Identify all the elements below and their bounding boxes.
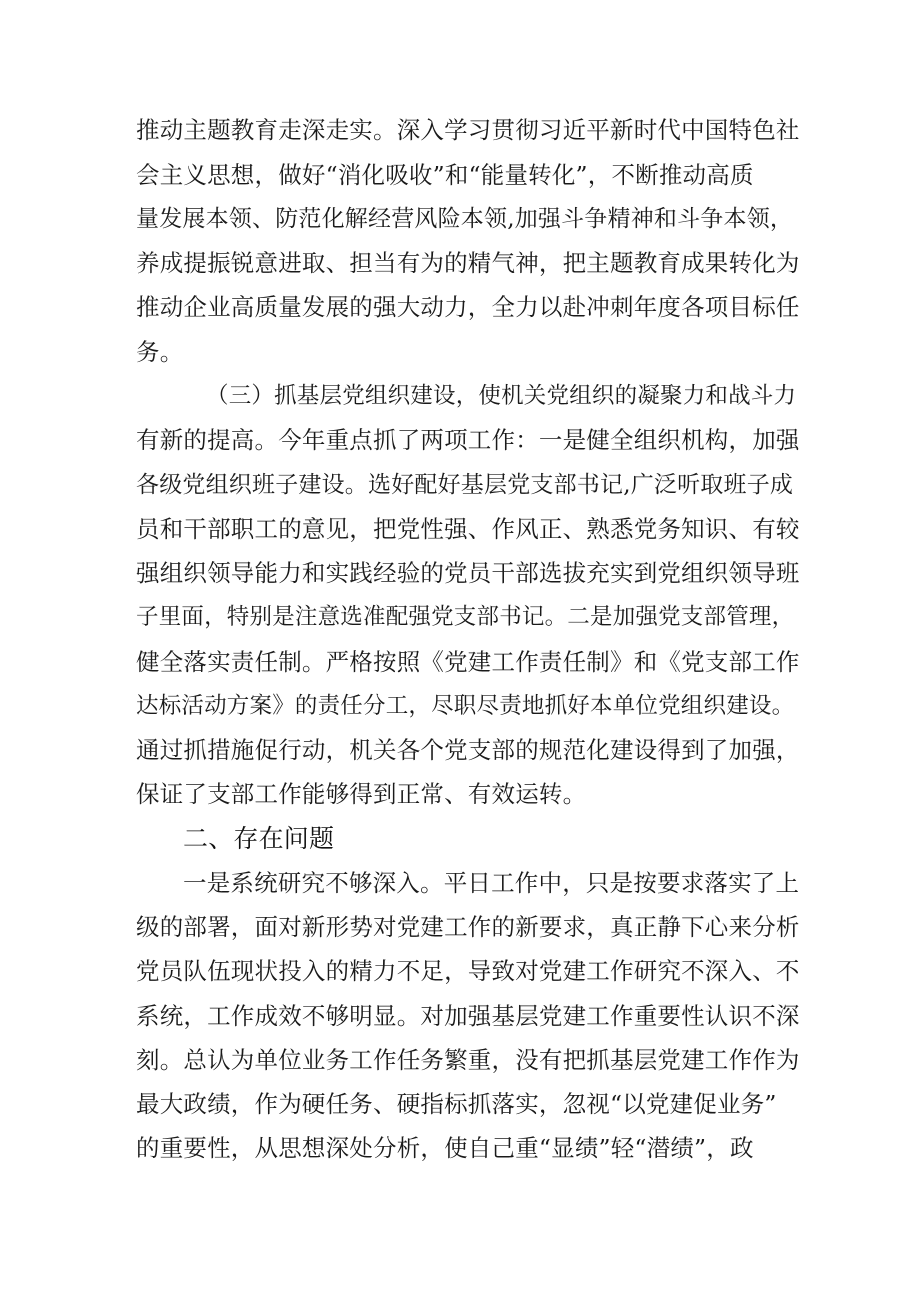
section-heading: 二、存在问题 [183,824,335,853]
paragraph-line: 有新的提高。今年重点抓了两项工作：一是健全组织机构，加强 [136,426,800,454]
paragraph-line: 员和干部职工的意见，把党性强、作风正、熟悉党务知识、有较 [136,515,800,543]
paragraph-line: 达标活动方案》的责任分工，尽职尽责地抓好本单位党组织建设。 [136,693,795,719]
paragraph-line: 推动主题教育走深走实。深入学习贯彻习近平新时代中国特色社 [136,116,800,144]
paragraph-line: 会主义思想，做好“消化吸收”和“能量转化”，不断推动高质 [136,161,754,189]
paragraph-line: 级的部署，面对新形势对党建工作的新要求，真正静下心来分析 [136,913,800,941]
paragraph-line: 保证了支部工作能够得到正常、有效运转。 [136,780,587,808]
paragraph-line: 一是系统研究不够深入。平日工作中，只是按要求落实了上 [183,869,800,897]
paragraph-line: 子里面，特别是注意选准配强党支部书记。二是加强党支部管理， [136,604,795,630]
paragraph-line: 的重要性，从思想深处分析，使自己重“显绩”轻“潜绩”，政 [136,1134,754,1162]
paragraph-line: 健全落实责任制。严格按照《党建工作责任制》和《党支部工作 [136,648,800,676]
paragraph-line: 最大政绩，作为硬任务、硬指标抓落实，忽视“以党建促业务” [136,1090,777,1118]
paragraph-line: 系统，工作成效不够明显。对加强基层党建工作重要性认识不深 [136,1002,800,1030]
paragraph-line: 强组织领导能力和实践经验的党员干部选拔充实到党组织领导班 [136,559,800,587]
paragraph-line: 推动企业高质量发展的强大动力，全力以赴冲刺年度各项目标任 [136,293,800,321]
paragraph-line: （三）抓基层党组织建设，使机关党组织的凝聚力和战斗力 [206,383,797,409]
paragraph-line: 量发展本领、防范化解经营风险本领,加强斗争精神和斗争本领， [136,206,794,232]
paragraph-line: 党员队伍现状投入的精力不足，导致对党建工作研究不深入、不 [136,957,800,985]
paragraph-line: 养成提振锐意进取、担当有为的精气神，把主题教育成果转化为 [136,249,800,277]
paragraph-line: 务。 [136,338,184,366]
paragraph-line: 通过抓措施促行动，机关各个党支部的规范化建设得到了加强， [136,736,800,764]
paragraph-line: 各级党组织班子建设。选好配好基层党支部书记,广泛听取班子成 [136,472,794,498]
paragraph-line: 刻。总认为单位业务工作任务繁重，没有把抓基层党建工作作为 [136,1046,800,1074]
